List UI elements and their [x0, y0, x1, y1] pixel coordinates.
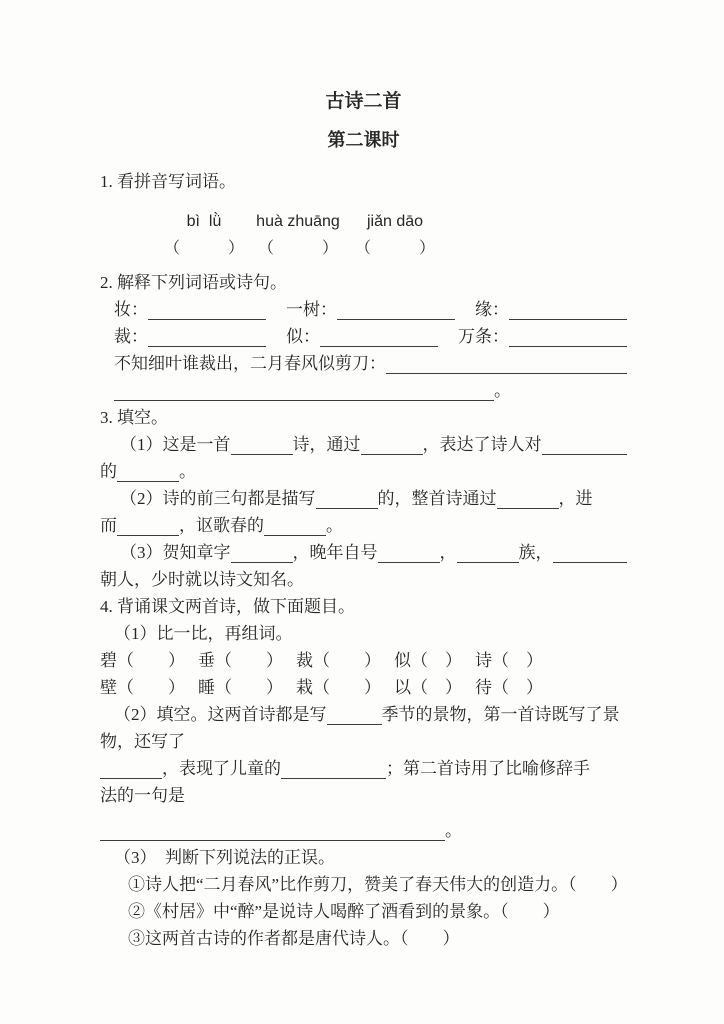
q3-item2-seg4: 而 — [100, 516, 117, 535]
q4-heading-text: 4. 背诵课文两首诗，做下面题目。 — [100, 597, 355, 616]
answer-blank — [457, 543, 519, 563]
answer-blank — [327, 705, 382, 725]
answer-blank — [231, 435, 293, 455]
q4-item2-seg2: 季节的景物，第一首诗既写了景 — [381, 705, 620, 724]
answer-blank — [509, 300, 627, 320]
q4-item2-seg6: 法的一句是 — [100, 786, 185, 805]
answer-blank — [281, 759, 386, 779]
page-subtitle: 第二课时 — [327, 130, 400, 150]
period-mark: 。 — [326, 516, 343, 535]
q2-terms-row-2 — [100, 320, 627, 347]
statement-text: ②《村居》中“醉”是说诗人喝醉了酒看到的景象。（ ） — [128, 902, 560, 921]
q4-item2-seg5: ；第二首诗用了比喻修辞手 — [386, 759, 590, 778]
page-title: 古诗二首 — [325, 91, 402, 112]
answer-blank — [114, 381, 494, 401]
word-pair-cell: 壁（ ） — [100, 678, 185, 697]
answer-blank — [337, 300, 455, 320]
answer-blank — [386, 354, 627, 374]
answer-blank — [231, 543, 293, 563]
q3-item3-line2 — [100, 563, 627, 590]
term-si: 似： — [286, 327, 320, 346]
q4-statement-2 — [100, 895, 627, 922]
q4-item2-line5 — [100, 814, 627, 841]
answer-blank — [509, 327, 627, 347]
word-pair-cell: 以（ ） — [394, 678, 462, 697]
period-mark: 。 — [445, 821, 462, 840]
q4-item2-line3 — [100, 752, 627, 779]
q3-item1-seg2: 诗，通过 — [292, 435, 361, 454]
q2-verse-line — [100, 347, 627, 374]
q3-item3-seg2: ，晚年自号 — [292, 543, 378, 562]
q3-item2-seg2: 的，整首诗通过 — [377, 489, 497, 508]
q1-heading — [100, 165, 627, 192]
word-pair-cell: 垂（ ） — [198, 651, 283, 670]
term-yuan: 缘： — [475, 300, 509, 319]
period-mark: 。 — [494, 381, 511, 400]
pinyin-jian-dao: jiǎn dāo — [366, 213, 424, 230]
q3-item2-line1 — [100, 482, 627, 509]
q4-item2-seg1: （2）填空。这两首诗都是写 — [114, 705, 327, 724]
q1-pinyin-row — [100, 204, 627, 231]
q3-item2-line2 — [100, 509, 627, 536]
word-pair-cell: 碧（ ） — [100, 651, 185, 670]
q3-item3-seg5: 朝人，少时就以诗文知名。 — [100, 570, 304, 589]
q4-statement-3 — [100, 922, 627, 949]
pinyin-bi-lv: bì lǜ — [186, 213, 222, 230]
q4-item2-seg4: ，表现了儿童的 — [162, 759, 281, 778]
answer-blank — [117, 462, 179, 482]
q4-word-pair-row-2 — [100, 671, 627, 698]
answer-blank — [553, 543, 628, 563]
answer-bracket: （ ） — [257, 240, 338, 257]
q3-item1-line1 — [100, 428, 627, 455]
period-mark: 。 — [179, 462, 196, 481]
answer-blank — [361, 435, 423, 455]
answer-blank — [148, 327, 266, 347]
q3-item1-seg3: ，表达了诗人对 — [422, 435, 542, 454]
answer-blank — [100, 759, 162, 779]
q4-item2-seg3: 物，还写了 — [100, 732, 185, 751]
word-pair-cell: 诗（ ） — [475, 651, 543, 670]
q4-statement-1 — [100, 868, 627, 895]
answer-blank — [117, 516, 179, 536]
q3-item3-seg1: （3）贺知章字 — [120, 543, 231, 562]
q4-item1-label — [100, 617, 627, 644]
term-yishu: 一树： — [286, 300, 337, 319]
answer-bracket: （ ） — [163, 240, 244, 257]
q3-item1-line2 — [100, 455, 627, 482]
q4-item2-line2 — [100, 725, 627, 752]
answer-blank — [542, 435, 628, 455]
answer-blank — [320, 327, 438, 347]
word-pair-cell: 睡（ ） — [198, 678, 283, 697]
q2-heading — [100, 266, 627, 293]
term-wantiao: 万条： — [458, 327, 509, 346]
answer-blank — [378, 543, 440, 563]
q3-heading — [100, 401, 627, 428]
q4-item3-label — [100, 841, 627, 868]
q4-item3-label-text: （3） 判断下列说法的正误。 — [114, 848, 335, 867]
word-pair-cell: 似（ ） — [394, 651, 462, 670]
word-pair-cell: 栽（ ） — [296, 678, 381, 697]
q2-terms-row-1 — [100, 293, 627, 320]
q3-item2-seg3: ，进 — [558, 489, 593, 508]
answer-blank — [497, 489, 559, 509]
q4-item1-label-text: （1）比一比，再组词。 — [114, 624, 293, 643]
q3-item3-seg3: ， — [439, 543, 457, 562]
verse-text: 不知细叶谁裁出，二月春风似剪刀： — [114, 354, 386, 373]
answer-blank — [148, 300, 266, 320]
q3-item2-seg1: （2）诗的前三句都是描写 — [120, 489, 316, 508]
word-pair-cell: 待（ ） — [475, 678, 543, 697]
term-zhuang: 妆： — [114, 300, 148, 319]
term-cai: 裁： — [114, 327, 148, 346]
answer-blank — [100, 821, 445, 841]
word-pair-cell: 裁（ ） — [296, 651, 381, 670]
q4-item2-line1 — [100, 698, 627, 725]
q3-item1-seg4: 的 — [100, 462, 117, 481]
statement-text: ①诗人把“二月春风”比作剪刀，赞美了春天伟大的创造力。（ ） — [128, 875, 628, 894]
q4-item2-line4 — [100, 779, 627, 806]
q3-item3-line1 — [100, 536, 627, 563]
q3-item2-seg5: ，讴歌春的 — [179, 516, 264, 535]
pinyin-hua-zhuang: huà zhuāng — [256, 213, 340, 230]
q3-item3-seg4: 族， — [518, 543, 553, 562]
q1-bracket-row — [100, 231, 627, 258]
q2-continuation-line — [100, 374, 627, 401]
answer-blank — [264, 516, 326, 536]
q4-word-pair-row-1 — [100, 644, 627, 671]
q4-heading — [100, 590, 627, 617]
q1-heading-text: 1. 看拼音写词语。 — [100, 172, 236, 191]
q3-heading-text: 3. 填空。 — [100, 408, 168, 427]
answer-bracket: （ ） — [354, 240, 435, 257]
answer-blank — [316, 489, 378, 509]
q2-heading-text: 2. 解释下列词语或诗句。 — [100, 273, 287, 292]
q3-item1-seg1: （1）这是一首 — [120, 435, 231, 454]
statement-text: ③这两首古诗的作者都是唐代诗人。（ ） — [128, 929, 460, 948]
